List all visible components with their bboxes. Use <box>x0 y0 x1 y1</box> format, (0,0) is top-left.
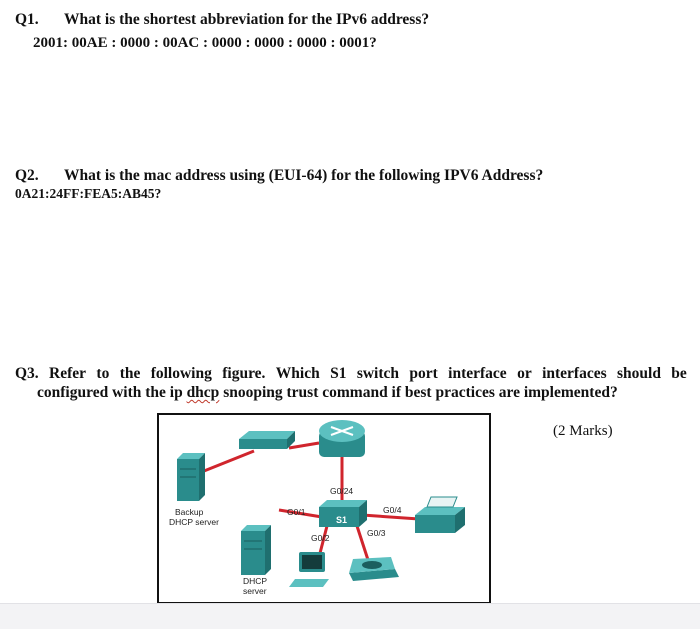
dhcp-server-label-line-2: server <box>243 586 267 596</box>
dhcp-server-icon <box>241 525 271 575</box>
ipv6-address: 0A21:24FF:FEA5:AB45? <box>15 186 162 201</box>
word: interfaces <box>542 365 607 382</box>
question-text: What is the mac address using (EUI-64) for the following IPV6 Address? <box>64 167 544 184</box>
bottom-bar <box>0 603 700 629</box>
question-text: configured with the ip <box>37 384 183 401</box>
word: switch <box>356 365 400 382</box>
question-number: Q1. <box>15 11 39 28</box>
word: Which <box>275 365 320 382</box>
word: to <box>96 365 110 382</box>
question-3-line-1 <box>15 364 687 383</box>
port-label-g0-4: G0/4 <box>383 505 402 515</box>
word: figure. <box>222 365 266 382</box>
backup-server-label-line-1: Backup <box>175 507 204 517</box>
port-label-g0-24: G0/24 <box>330 486 354 496</box>
word: the <box>119 365 141 382</box>
dhcp-server-label-line-1: DHCP <box>243 576 268 586</box>
question-1 <box>15 10 429 29</box>
switch-label-s1: S1 <box>336 515 348 525</box>
marks-label: (2 Marks) <box>553 423 613 439</box>
spellcheck-flagged-word[interactable]: dhcp <box>186 384 220 401</box>
word: port <box>409 365 438 382</box>
word: following <box>150 365 212 382</box>
link-switch-to-router <box>289 443 319 448</box>
question-number: Q2. <box>15 167 39 184</box>
port-label-g0-2: G0/2 <box>311 533 330 543</box>
topology-diagram <box>159 415 489 602</box>
question-text: What is the shortest abbreviation for the IPv6 address? <box>64 11 430 28</box>
link-g0-4 <box>362 515 419 519</box>
links <box>199 443 419 563</box>
question-3-line-2 <box>37 383 618 402</box>
question-text: snooping trust command if best practices are implemented? <box>223 384 618 401</box>
word: Refer <box>49 365 87 382</box>
port-label-g0-1: G0/1 <box>287 507 306 517</box>
port-label-g0-3: G0/3 <box>367 528 386 538</box>
ip-phone-icon <box>349 557 399 581</box>
link-backup-to-switch <box>199 451 254 473</box>
word: S1 <box>330 365 347 382</box>
word: interface <box>448 365 507 382</box>
backup-server-icon <box>177 453 205 501</box>
word: should <box>616 365 661 382</box>
printer-icon <box>415 497 465 533</box>
router-icon <box>319 420 365 457</box>
backup-server-label-line-2: DHCP server <box>169 517 219 527</box>
question-2 <box>15 166 543 185</box>
network-topology-figure <box>157 413 491 604</box>
ipv6-address: 2001: 00AE : 0000 : 00AC : 0000 : 0000 : 0000 : 0001? <box>33 35 377 51</box>
top-switch <box>239 431 295 449</box>
pc-icon <box>289 552 329 587</box>
question-number: Q3. <box>15 365 39 382</box>
word: be <box>671 365 687 382</box>
word: or <box>517 365 532 382</box>
